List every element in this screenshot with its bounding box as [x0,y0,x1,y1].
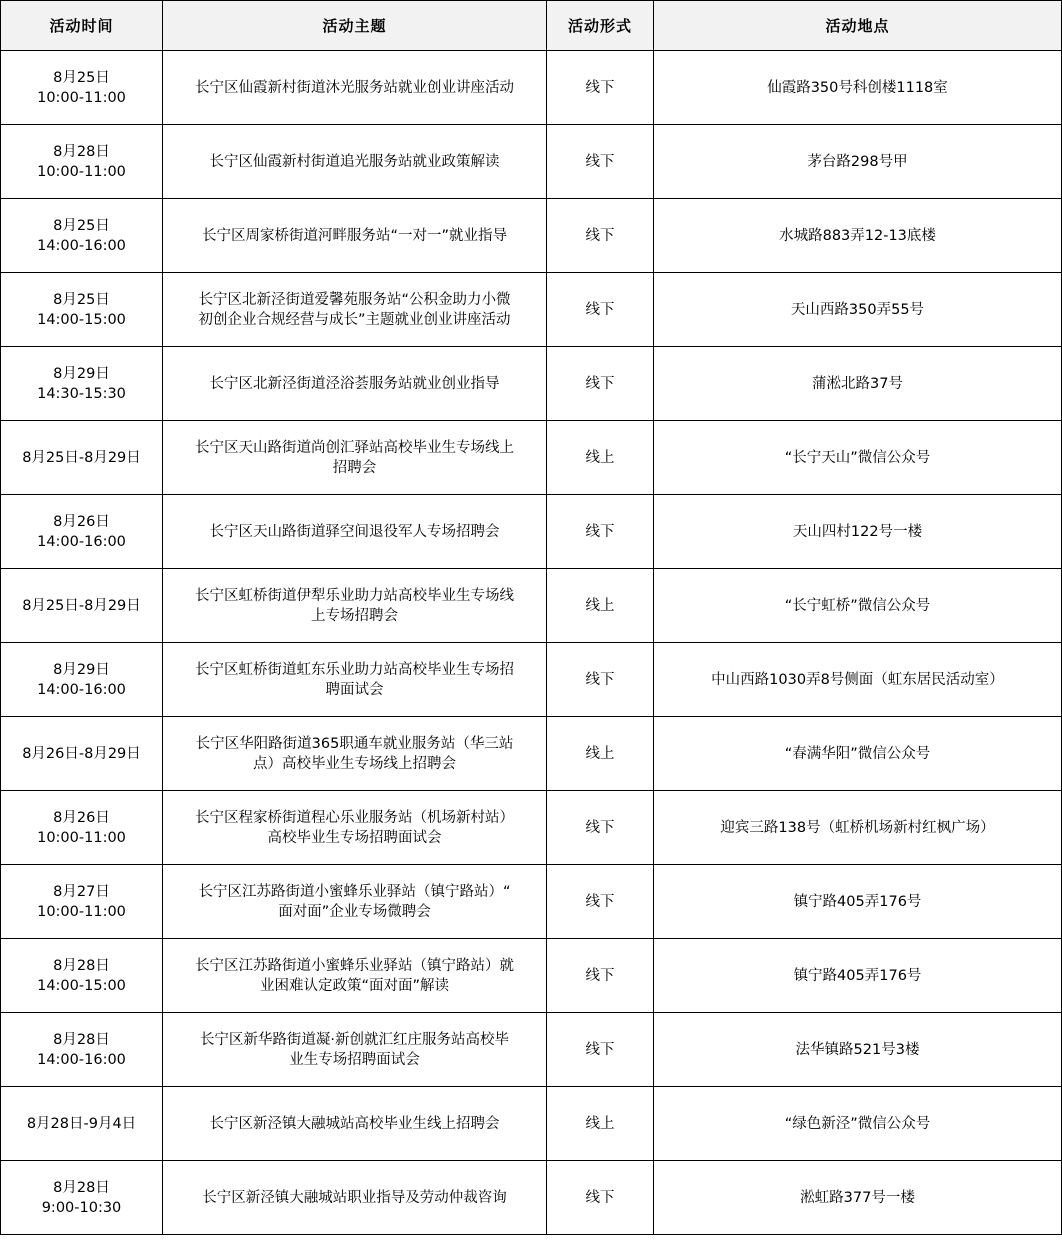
cell-location: 水城路883弄12-13底楼 [654,199,1062,273]
cell-format: 线下 [547,125,654,199]
topic-line: 长宁区新泾镇大融城站高校毕业生线上招聘会 [209,1115,500,1132]
time-line: 8月28日-9月4日 [26,1115,137,1132]
time-line: 10:00-11:00 [37,903,126,920]
cell-topic [163,199,547,273]
cell-location: 仙霞路350号科创楼1118室 [654,51,1062,125]
cell-location: “长宁虹桥”微信公众号 [654,569,1062,643]
cell-location: 茅台路298号甲 [654,125,1062,199]
topic-line: 上专场招聘会 [311,607,398,624]
cell-format: 线下 [547,939,654,1013]
time-line: 8月28日 [53,1031,110,1048]
cell-topic [163,717,547,791]
topic-line: 面对面”企业专场微聘会 [278,903,431,920]
cell-topic [163,1161,547,1235]
cell-format: 线上 [547,569,654,643]
cell-topic [163,569,547,643]
table-row [1,939,1062,1013]
table-row [1,421,1062,495]
topic-line: 长宁区新泾镇大融城站职业指导及劳动仲裁咨询 [202,1189,507,1206]
header-time: 活动时间 [1,1,163,51]
topic-line: 点）高校毕业生专场线上招聘会 [253,755,456,772]
cell-time [1,717,163,791]
cell-time [1,347,163,421]
table-row [1,1087,1062,1161]
time-line: 14:00-16:00 [37,237,126,254]
time-line: 8月29日 [53,661,110,678]
time-line: 8月25日 [53,217,110,234]
cell-time [1,51,163,125]
cell-format: 线下 [547,51,654,125]
cell-location: 蒲淞北路37号 [654,347,1062,421]
table-row [1,347,1062,421]
cell-location: 淞虹路377号一楼 [654,1161,1062,1235]
topic-line: 长宁区虹桥街道伊犁乐业助力站高校毕业生专场线 [195,587,514,604]
cell-topic [163,643,547,717]
cell-location: “长宁天山”微信公众号 [654,421,1062,495]
topic-line: 聘面试会 [325,681,384,698]
time-line: 8月27日 [53,883,110,900]
time-line: 8月26日 [53,513,110,530]
cell-format: 线下 [547,347,654,421]
cell-topic [163,865,547,939]
cell-topic [163,347,547,421]
table-row [1,569,1062,643]
cell-location: 镇宁路405弄176号 [654,939,1062,1013]
table-row [1,643,1062,717]
cell-location: 法华镇路521号3楼 [654,1013,1062,1087]
topic-line: 长宁区江苏路街道小蜜蜂乐业驿站（镇宁路站）“ [198,883,511,900]
cell-location: 镇宁路405弄176号 [654,865,1062,939]
cell-time [1,125,163,199]
table-row [1,199,1062,273]
cell-time [1,1161,163,1235]
cell-format: 线下 [547,1013,654,1087]
cell-format: 线下 [547,199,654,273]
cell-time [1,421,163,495]
cell-topic [163,495,547,569]
topic-line: 长宁区江苏路街道小蜜蜂乐业驿站（镇宁路站）就 [195,957,514,974]
cell-time [1,865,163,939]
cell-time [1,643,163,717]
table-row [1,717,1062,791]
cell-format: 线下 [547,1161,654,1235]
header-location: 活动地点 [654,1,1062,51]
topic-line: 业困难认定政策“面对面”解读 [259,977,450,994]
topic-line: 长宁区虹桥街道虹东乐业助力站高校毕业生专场招 [195,661,514,678]
topic-line: 长宁区周家桥街道河畔服务站“一对一”就业指导 [201,227,508,244]
time-line: 8月25日 [53,291,110,308]
time-line: 14:00-16:00 [37,1051,126,1068]
topic-line: 长宁区天山路街道尚创汇驿站高校毕业生专场线上 [195,439,514,456]
topic-line: 长宁区仙霞新村街道追光服务站就业政策解读 [209,153,500,170]
cell-topic [163,791,547,865]
cell-time [1,199,163,273]
table-row [1,865,1062,939]
cell-topic [163,51,547,125]
topic-line: 长宁区华阳路街道365职通车就业服务站（华三站 [195,735,514,752]
cell-format: 线下 [547,273,654,347]
topic-line: 业生专场招聘面试会 [289,1051,420,1068]
table-row [1,1013,1062,1087]
time-line: 10:00-11:00 [37,829,126,846]
header-row [1,1,1062,51]
topic-line: 高校毕业生专场招聘面试会 [267,829,442,846]
time-line: 8月28日 [53,957,110,974]
cell-time [1,1013,163,1087]
cell-time [1,569,163,643]
table-row [1,125,1062,199]
time-line: 9:00-10:30 [41,1199,122,1216]
time-line: 14:00-15:00 [37,311,126,328]
cell-location: “绿色新泾”微信公众号 [654,1087,1062,1161]
topic-line: 招聘会 [332,459,377,476]
cell-location: 中山西路1030弄8号侧面（虹东居民活动室） [654,643,1062,717]
cell-format: 线下 [547,791,654,865]
time-line: 8月25日 [53,69,110,86]
cell-format: 线上 [547,717,654,791]
time-line: 8月26日-8月29日 [22,745,141,762]
table-body [1,51,1062,1235]
table-row [1,51,1062,125]
topic-line: 长宁区程家桥街道程心乐业服务站（机场新村站） [195,809,514,826]
topic-line: 长宁区新华路街道凝·新创就汇红庄服务站高校毕 [199,1031,510,1048]
cell-time [1,791,163,865]
table-row [1,495,1062,569]
header-format: 活动形式 [547,1,654,51]
cell-location: 天山西路350弄55号 [654,273,1062,347]
time-line: 10:00-11:00 [37,163,126,180]
cell-format: 线下 [547,865,654,939]
cell-format: 线上 [547,421,654,495]
table-row [1,273,1062,347]
header-topic: 活动主题 [163,1,547,51]
cell-time [1,939,163,1013]
time-line: 8月25日-8月29日 [22,597,141,614]
time-line: 14:00-15:00 [37,977,126,994]
table-row [1,1161,1062,1235]
cell-format: 线上 [547,1087,654,1161]
cell-location: 迎宾三路138号（虹桥机场新村红枫广场） [654,791,1062,865]
cell-location: 天山四村122号一楼 [654,495,1062,569]
cell-format: 线下 [547,495,654,569]
time-line: 14:30-15:30 [37,385,126,402]
time-line: 8月29日 [53,365,110,382]
cell-format: 线下 [547,643,654,717]
cell-topic [163,1087,547,1161]
time-line: 8月28日 [53,143,110,160]
topic-line: 长宁区北新泾街道爱馨苑服务站“公积金助力小微 [198,291,511,308]
topic-line: 长宁区天山路街道驿空间退役军人专场招聘会 [209,523,500,540]
cell-topic [163,125,547,199]
time-line: 14:00-16:00 [37,681,126,698]
time-line: 8月25日-8月29日 [22,449,141,466]
cell-location: “春满华阳”微信公众号 [654,717,1062,791]
cell-topic [163,1013,547,1087]
time-line: 10:00-11:00 [37,89,126,106]
cell-topic [163,421,547,495]
cell-time [1,1087,163,1161]
cell-time [1,495,163,569]
cell-topic [163,273,547,347]
time-line: 8月26日 [53,809,110,826]
topic-line: 长宁区北新泾街道泾浴荟服务站就业创业指导 [209,375,500,392]
cell-topic [163,939,547,1013]
topic-line: 长宁区仙霞新村街道沐光服务站就业创业讲座活动 [195,79,514,96]
cell-time [1,273,163,347]
topic-line: 初创企业合规经营与成长”主题就业创业讲座活动 [198,311,511,328]
table-row [1,791,1062,865]
time-line: 14:00-16:00 [37,533,126,550]
time-line: 8月28日 [53,1179,110,1196]
